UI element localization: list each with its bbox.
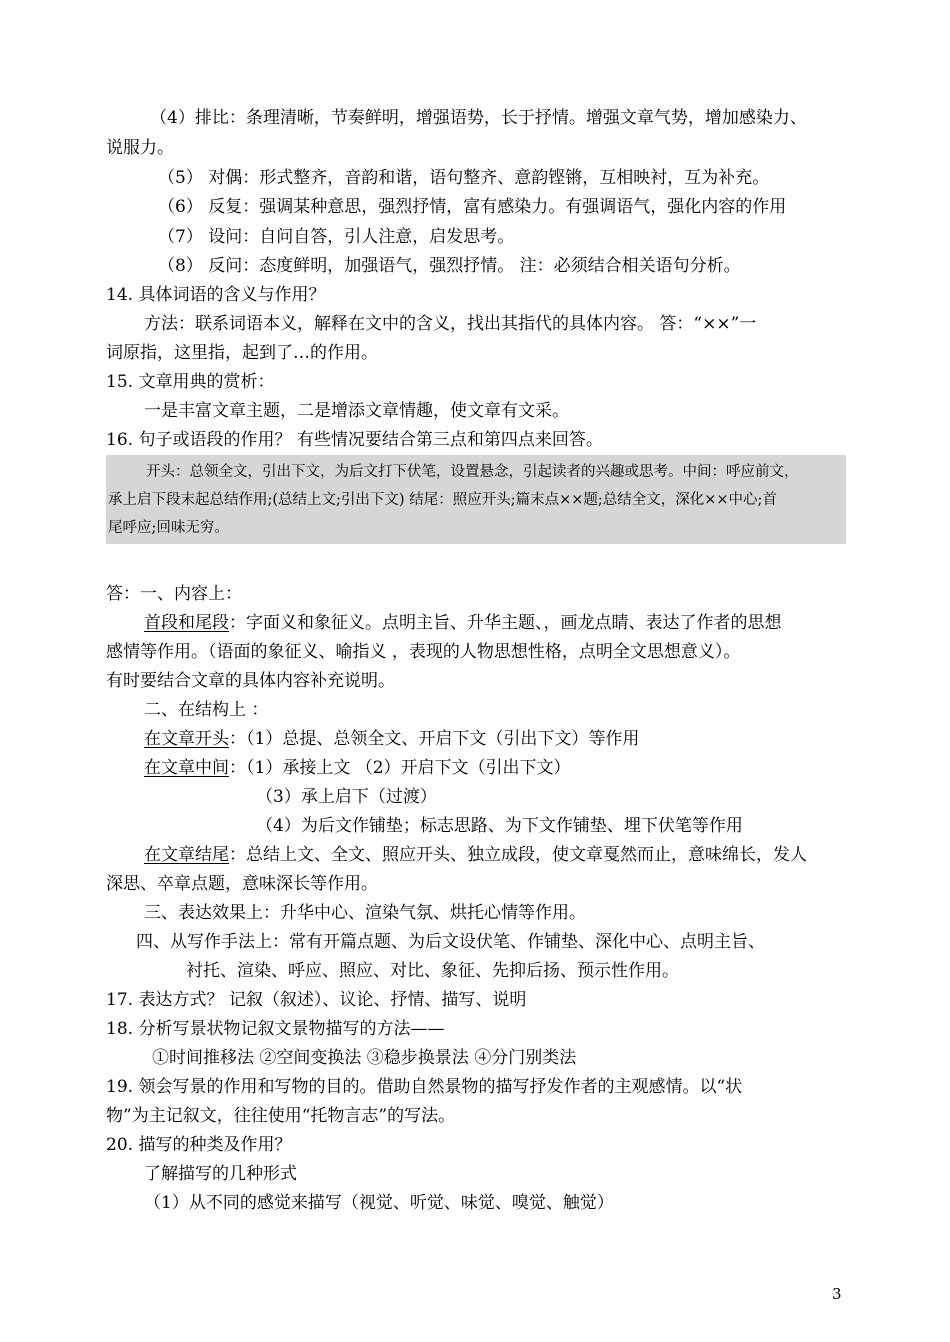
- text-line: 感情等作用。（语面的象征义、喻指义 ，表现的人物思想性格，点明全文思想意义）。: [106, 642, 741, 662]
- text-line: （7） 设问：自问自答，引人注意，启发思考。: [158, 227, 515, 247]
- text-span: ：字面义和象征义。点明主旨、升华主题、，画龙点睛、表达了作者的思想: [229, 613, 782, 633]
- text-span: ：（1）承接上文 （2）开启下文（引出下文）: [229, 758, 571, 778]
- section-heading: 17. 表达方式？ 记叙（叙述）、议论、抒情、描写、说明: [106, 990, 527, 1010]
- text-line: 衬托、渲染、呼应、照应、对比、象征、先抑后扬、预示性作用。: [186, 961, 679, 981]
- text-line: 有时要结合文章的具体内容补充说明。: [106, 671, 395, 691]
- text-line: 二、在结构上 ：: [144, 700, 269, 720]
- text-line: ①时间推移法 ②空间变换法 ③稳步换景法 ④分门别类法: [152, 1048, 577, 1068]
- text-line: 深思、卒章点题，意味深长等作用。: [106, 874, 378, 894]
- text-line: [144, 754, 884, 783]
- section-heading: 16. 句子或语段的作用？ 有些情况要结合第三点和第四点来回答。: [106, 430, 603, 450]
- text-line: （6） 反复：强调某种意思，强烈抒情，富有感染力。有强调语气，强化内容的作用: [158, 197, 787, 217]
- section-heading: 15. 文章用典的赏析：: [106, 372, 275, 392]
- text-line: 了解描写的几种形式: [144, 1164, 297, 1184]
- text-line: [144, 725, 884, 754]
- text-line: 方法：联系词语本义，解释在文中的含义，找出其指代的具体内容。 答：“××”一: [144, 314, 757, 334]
- section-heading: 14. 具体词语的含义与作用？: [106, 285, 326, 305]
- text-line: [144, 841, 884, 870]
- underlined-term: 在文章中间: [144, 758, 229, 778]
- text-line: （3）承上启下（过渡）: [256, 787, 437, 807]
- text-line: 说服力。: [106, 138, 174, 158]
- text-line: （5） 对偶：形式整齐，音韵和谐，语句整齐、意韵铿锵，互相映衬，互为补充。: [158, 168, 770, 188]
- box-line: 尾呼应;回味无穷。: [108, 520, 229, 536]
- underlined-term: 在文章结尾: [144, 845, 229, 865]
- section-heading: 20. 描写的种类及作用？: [106, 1135, 292, 1155]
- page-number: 3: [832, 1285, 842, 1303]
- text-line: （4）排比：条理清晰，节奏鲜明，增强语势，长于抒情。增强文章气势，增加感染力、: [150, 108, 807, 128]
- underlined-term: 在文章开头: [144, 729, 229, 749]
- section-heading: 18. 分析写景状物记叙文景物描写的方法——: [106, 1019, 445, 1039]
- text-line: 物”为主记叙文，往往使用“托物言志”的写法。: [106, 1106, 456, 1126]
- box-line: 开头：总领全文，引出下文，为后文打下伏笔，设置悬念，引起读者的兴趣或思考。中间：呼应前文，: [146, 464, 799, 480]
- text-line: （4）为后文作铺垫；标志思路、为下文作铺垫、埋下伏笔等作用: [256, 816, 743, 836]
- text-line: （8） 反问：态度鲜明，加强语气，强烈抒情。 注：必须结合相关语句分析。: [158, 256, 741, 276]
- text-line: 四、从写作手法上：常有开篇点题、为后文设伏笔、作铺垫、深化中心、点明主旨、: [136, 932, 765, 952]
- text-line: 词原指，这里指，起到了…的作用。: [106, 343, 378, 363]
- text-span: ：总结上文、全文、照应开头、独立成段，使文章戛然而止，意味绵长，发人: [229, 845, 807, 865]
- text-span: ：（1）总提、总领全文、开启下文（引出下文）等作用: [229, 729, 640, 749]
- text-line: 一是丰富文章主题，二是增添文章情趣，使文章有文采。: [144, 401, 569, 421]
- highlight-box: [106, 455, 846, 544]
- text-line: [144, 609, 884, 638]
- text-line: 三、表达效果上：升华中心、渲染气氛、烘托心情等作用。: [144, 903, 586, 923]
- underlined-term: 首段和尾段: [144, 613, 229, 633]
- text-line: （1）从不同的感觉来描写（视觉、听觉、味觉、嗅觉、触觉）: [144, 1193, 614, 1213]
- section-heading: 19. 领会写景的作用和写物的目的。借助自然景物的描写抒发作者的主观感情。以“状: [106, 1077, 743, 1097]
- answer-heading: 答：一、内容上：: [106, 584, 242, 604]
- box-line: 承上启下段末起总结作用;(总结上文;引出下文) 结尾：照应开头;篇末点××题;总结全文，深化××中心;首: [108, 492, 777, 508]
